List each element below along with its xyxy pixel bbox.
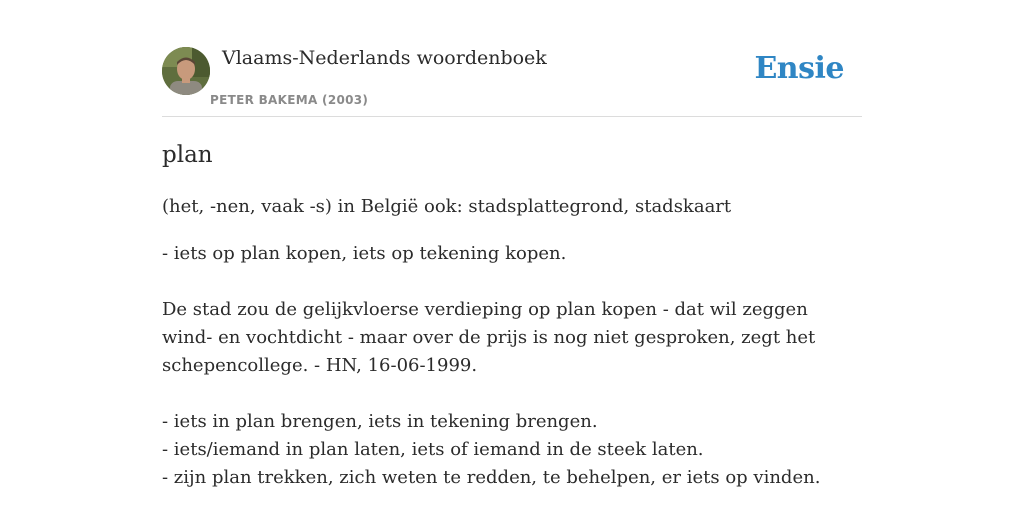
page-container <box>162 0 862 488</box>
paragraph-gap <box>162 380 862 408</box>
dictionary-header <box>162 0 862 117</box>
definition-line: - iets/iemand in plan laten, iets of iemand in de steek laten. <box>162 439 704 460</box>
paragraph-gap <box>162 268 862 296</box>
definition-line: - zijn plan trekken, zich weten te redden, te behelpen, er iets op vinden. <box>162 467 821 488</box>
entry-definition <box>162 240 862 492</box>
dictionary-title[interactable]: Vlaams-Nederlands woordenboek <box>222 47 547 69</box>
author-name[interactable]: PETER BAKEMA (2003) <box>210 93 369 107</box>
author-avatar[interactable] <box>162 47 210 95</box>
ensie-logo[interactable]: Ensie <box>754 51 844 86</box>
definition-line: - iets in plan brengen, iets in tekening brengen. <box>162 411 598 432</box>
entry-headword: plan <box>162 142 213 168</box>
person-photo-icon <box>162 47 210 95</box>
entry-grammar: (het, -nen, vaak -s) in België ook: stadsplattegrond, stadskaart <box>162 196 732 217</box>
definition-line: - iets op plan kopen, iets op tekening kopen. <box>162 243 567 264</box>
definition-quote: De stad zou de gelijkvloerse verdieping op plan kopen - dat wil zeggen wind- en vochtdicht - maar over de prijs is nog niet gesproken, zegt het schepencollege. - HN, 16-06-1999. <box>162 299 816 376</box>
